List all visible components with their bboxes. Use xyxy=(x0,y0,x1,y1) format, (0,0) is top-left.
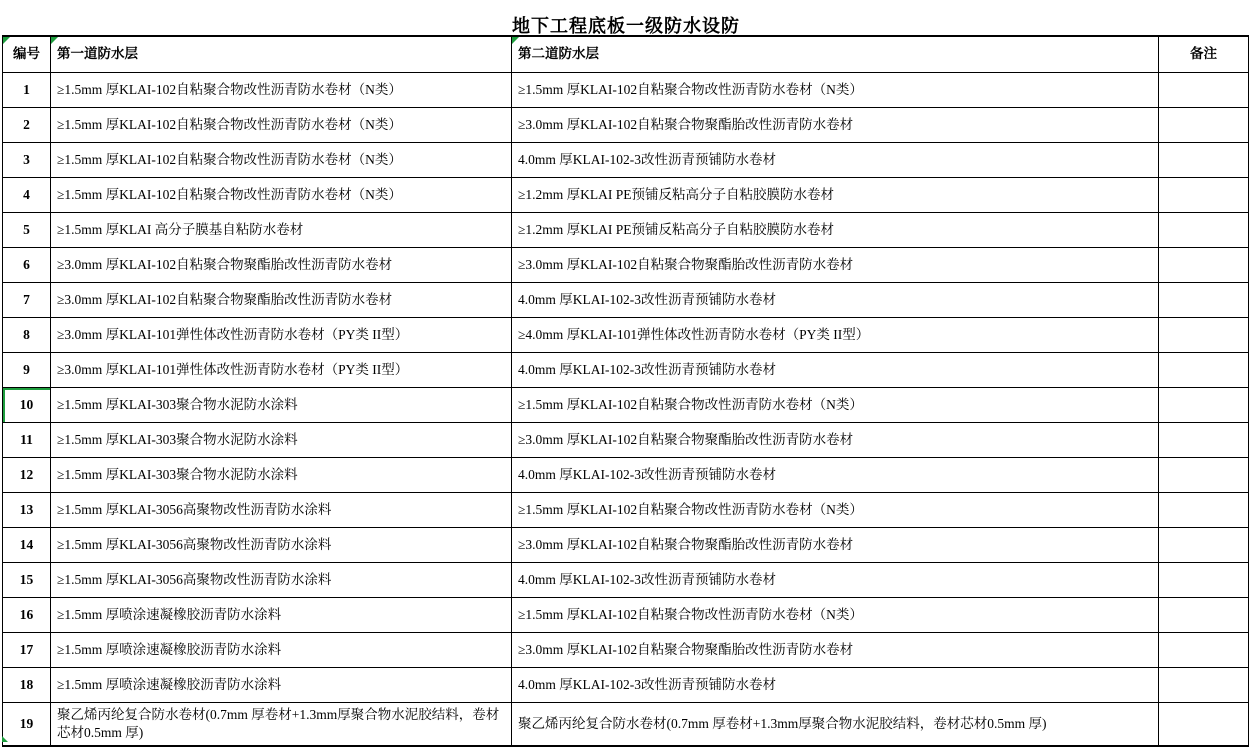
cell-flag-icon xyxy=(3,37,10,44)
first-layer-cell[interactable]: ≥1.5mm 厚KLAI-102自粘聚合物改性沥青防水卷材（N类） xyxy=(51,178,512,213)
second-layer-cell[interactable]: ≥3.0mm 厚KLAI-102自粘聚合物聚酯胎改性沥青防水卷材 xyxy=(512,423,1159,458)
second-layer-cell[interactable]: ≥1.2mm 厚KLAI PE预铺反粘高分子自粘胶膜防水卷材 xyxy=(512,178,1159,213)
remark-cell[interactable] xyxy=(1159,388,1249,423)
first-layer-cell[interactable]: ≥1.5mm 厚KLAI-303聚合物水泥防水涂料 xyxy=(51,423,512,458)
first-layer-cell[interactable]: ≥3.0mm 厚KLAI-101弹性体改性沥青防水卷材（PY类 II型） xyxy=(51,318,512,353)
table-header xyxy=(3,36,1249,73)
first-layer-cell[interactable]: ≥1.5mm 厚KLAI 高分子膜基自粘防水卷材 xyxy=(51,213,512,248)
remark-cell[interactable] xyxy=(1159,108,1249,143)
row-number-cell[interactable]: 6 xyxy=(3,248,51,283)
table-row xyxy=(3,633,1249,668)
second-layer-cell[interactable]: ≥1.5mm 厚KLAI-102自粘聚合物改性沥青防水卷材（N类） xyxy=(512,598,1159,633)
second-layer-cell[interactable]: ≥3.0mm 厚KLAI-102自粘聚合物聚酯胎改性沥青防水卷材 xyxy=(512,633,1159,668)
second-layer-cell[interactable]: 聚乙烯丙纶复合防水卷材(0.7mm 厚卷材+1.3mm厚聚合物水泥胶结料，卷材芯材0.5mm 厚) xyxy=(512,703,1159,747)
waterproofing-table xyxy=(2,35,1249,747)
table-row xyxy=(3,143,1249,178)
row-number-cell[interactable]: 10 xyxy=(3,388,51,423)
row-number-cell[interactable]: 3 xyxy=(3,143,51,178)
column-header-remark[interactable]: 备注 xyxy=(1159,36,1249,73)
row-number-cell[interactable]: 8 xyxy=(3,318,51,353)
second-layer-cell[interactable]: ≥1.5mm 厚KLAI-102自粘聚合物改性沥青防水卷材（N类） xyxy=(512,73,1159,108)
remark-cell[interactable] xyxy=(1159,598,1249,633)
page-break-corner-icon xyxy=(2,736,8,742)
remark-cell[interactable] xyxy=(1159,143,1249,178)
table-row xyxy=(3,703,1249,747)
row-number-cell[interactable]: 15 xyxy=(3,563,51,598)
second-layer-cell[interactable]: ≥1.5mm 厚KLAI-102自粘聚合物改性沥青防水卷材（N类） xyxy=(512,493,1159,528)
second-layer-cell[interactable]: ≥3.0mm 厚KLAI-102自粘聚合物聚酯胎改性沥青防水卷材 xyxy=(512,108,1159,143)
page-title: 地下工程底板一级防水设防 xyxy=(512,16,740,36)
remark-cell[interactable] xyxy=(1159,248,1249,283)
remark-cell[interactable] xyxy=(1159,528,1249,563)
remark-cell[interactable] xyxy=(1159,633,1249,668)
first-layer-cell[interactable]: ≥1.5mm 厚KLAI-3056高聚物改性沥青防水涂料 xyxy=(51,528,512,563)
remark-cell[interactable] xyxy=(1159,458,1249,493)
remark-cell[interactable] xyxy=(1159,73,1249,108)
row-number-cell[interactable]: 16 xyxy=(3,598,51,633)
table-row xyxy=(3,73,1249,108)
table-row xyxy=(3,598,1249,633)
row-number-cell[interactable]: 14 xyxy=(3,528,51,563)
remark-cell[interactable] xyxy=(1159,563,1249,598)
table-row xyxy=(3,388,1249,423)
remark-cell[interactable] xyxy=(1159,493,1249,528)
table-row xyxy=(3,318,1249,353)
row-number-cell[interactable]: 18 xyxy=(3,668,51,703)
table-row xyxy=(3,528,1249,563)
row-number-cell[interactable]: 7 xyxy=(3,283,51,318)
first-layer-cell[interactable]: ≥1.5mm 厚KLAI-102自粘聚合物改性沥青防水卷材（N类） xyxy=(51,73,512,108)
remark-cell[interactable] xyxy=(1159,423,1249,458)
table-row xyxy=(3,668,1249,703)
first-layer-cell[interactable]: ≥1.5mm 厚喷涂速凝橡胶沥青防水涂料 xyxy=(51,598,512,633)
column-header-layer1[interactable]: 第一道防水层 xyxy=(51,36,512,73)
first-layer-cell[interactable]: ≥1.5mm 厚KLAI-3056高聚物改性沥青防水涂料 xyxy=(51,563,512,598)
row-number-cell[interactable]: 19 xyxy=(3,703,51,747)
second-layer-cell[interactable]: 4.0mm 厚KLAI-102-3改性沥青预铺防水卷材 xyxy=(512,458,1159,493)
column-header-id[interactable]: 编号 xyxy=(3,36,51,73)
first-layer-cell[interactable]: ≥3.0mm 厚KLAI-102自粘聚合物聚酯胎改性沥青防水卷材 xyxy=(51,283,512,318)
table-row xyxy=(3,563,1249,598)
first-layer-cell[interactable]: ≥1.5mm 厚喷涂速凝橡胶沥青防水涂料 xyxy=(51,668,512,703)
table-row xyxy=(3,248,1249,283)
second-layer-cell[interactable]: ≥4.0mm 厚KLAI-101弹性体改性沥青防水卷材（PY类 II型） xyxy=(512,318,1159,353)
second-layer-cell[interactable]: 4.0mm 厚KLAI-102-3改性沥青预铺防水卷材 xyxy=(512,668,1159,703)
row-number-cell[interactable]: 2 xyxy=(3,108,51,143)
table-row xyxy=(3,283,1249,318)
second-layer-cell[interactable]: ≥1.5mm 厚KLAI-102自粘聚合物改性沥青防水卷材（N类） xyxy=(512,388,1159,423)
first-layer-cell[interactable]: ≥1.5mm 厚KLAI-102自粘聚合物改性沥青防水卷材（N类） xyxy=(51,108,512,143)
first-layer-cell[interactable]: 聚乙烯丙纶复合防水卷材(0.7mm 厚卷材+1.3mm厚聚合物水泥胶结料，卷材芯材0.5mm 厚) xyxy=(51,703,512,747)
remark-cell[interactable] xyxy=(1159,213,1249,248)
remark-cell[interactable] xyxy=(1159,668,1249,703)
remark-cell[interactable] xyxy=(1159,703,1249,747)
row-number-cell[interactable]: 12 xyxy=(3,458,51,493)
column-header-layer2[interactable]: 第二道防水层 xyxy=(512,36,1159,73)
row-number-cell[interactable]: 11 xyxy=(3,423,51,458)
row-number-cell[interactable]: 17 xyxy=(3,633,51,668)
second-layer-cell[interactable]: ≥1.2mm 厚KLAI PE预铺反粘高分子自粘胶膜防水卷材 xyxy=(512,213,1159,248)
table-row xyxy=(3,178,1249,213)
table-row xyxy=(3,493,1249,528)
remark-cell[interactable] xyxy=(1159,318,1249,353)
row-number-cell[interactable]: 5 xyxy=(3,213,51,248)
table-row xyxy=(3,213,1249,248)
header-row xyxy=(3,36,1249,73)
second-layer-cell[interactable]: ≥3.0mm 厚KLAI-102自粘聚合物聚酯胎改性沥青防水卷材 xyxy=(512,528,1159,563)
second-layer-cell[interactable]: 4.0mm 厚KLAI-102-3改性沥青预铺防水卷材 xyxy=(512,353,1159,388)
first-layer-cell[interactable]: ≥1.5mm 厚KLAI-3056高聚物改性沥青防水涂料 xyxy=(51,493,512,528)
first-layer-cell[interactable]: ≥1.5mm 厚KLAI-303聚合物水泥防水涂料 xyxy=(51,388,512,423)
table-row xyxy=(3,458,1249,493)
table-body xyxy=(3,73,1249,747)
row-number-cell[interactable]: 4 xyxy=(3,178,51,213)
first-layer-cell[interactable]: ≥3.0mm 厚KLAI-102自粘聚合物聚酯胎改性沥青防水卷材 xyxy=(51,248,512,283)
cell-flag-icon xyxy=(512,37,519,44)
remark-cell[interactable] xyxy=(1159,283,1249,318)
table-row xyxy=(3,353,1249,388)
table-row xyxy=(3,108,1249,143)
first-layer-cell[interactable]: ≥3.0mm 厚KLAI-101弹性体改性沥青防水卷材（PY类 II型） xyxy=(51,353,512,388)
second-layer-cell[interactable]: 4.0mm 厚KLAI-102-3改性沥青预铺防水卷材 xyxy=(512,563,1159,598)
second-layer-cell[interactable]: 4.0mm 厚KLAI-102-3改性沥青预铺防水卷材 xyxy=(512,283,1159,318)
remark-cell[interactable] xyxy=(1159,353,1249,388)
second-layer-cell[interactable]: 4.0mm 厚KLAI-102-3改性沥青预铺防水卷材 xyxy=(512,143,1159,178)
first-layer-cell[interactable]: ≥1.5mm 厚KLAI-102自粘聚合物改性沥青防水卷材（N类） xyxy=(51,143,512,178)
remark-cell[interactable] xyxy=(1159,178,1249,213)
second-layer-cell[interactable]: ≥3.0mm 厚KLAI-102自粘聚合物聚酯胎改性沥青防水卷材 xyxy=(512,248,1159,283)
cell-flag-icon xyxy=(51,37,58,44)
first-layer-cell[interactable]: ≥1.5mm 厚KLAI-303聚合物水泥防水涂料 xyxy=(51,458,512,493)
row-number-cell[interactable]: 13 xyxy=(3,493,51,528)
row-number-cell[interactable]: 9 xyxy=(3,353,51,388)
table-row xyxy=(3,423,1249,458)
row-number-cell[interactable]: 1 xyxy=(3,73,51,108)
first-layer-cell[interactable]: ≥1.5mm 厚喷涂速凝橡胶沥青防水涂料 xyxy=(51,633,512,668)
